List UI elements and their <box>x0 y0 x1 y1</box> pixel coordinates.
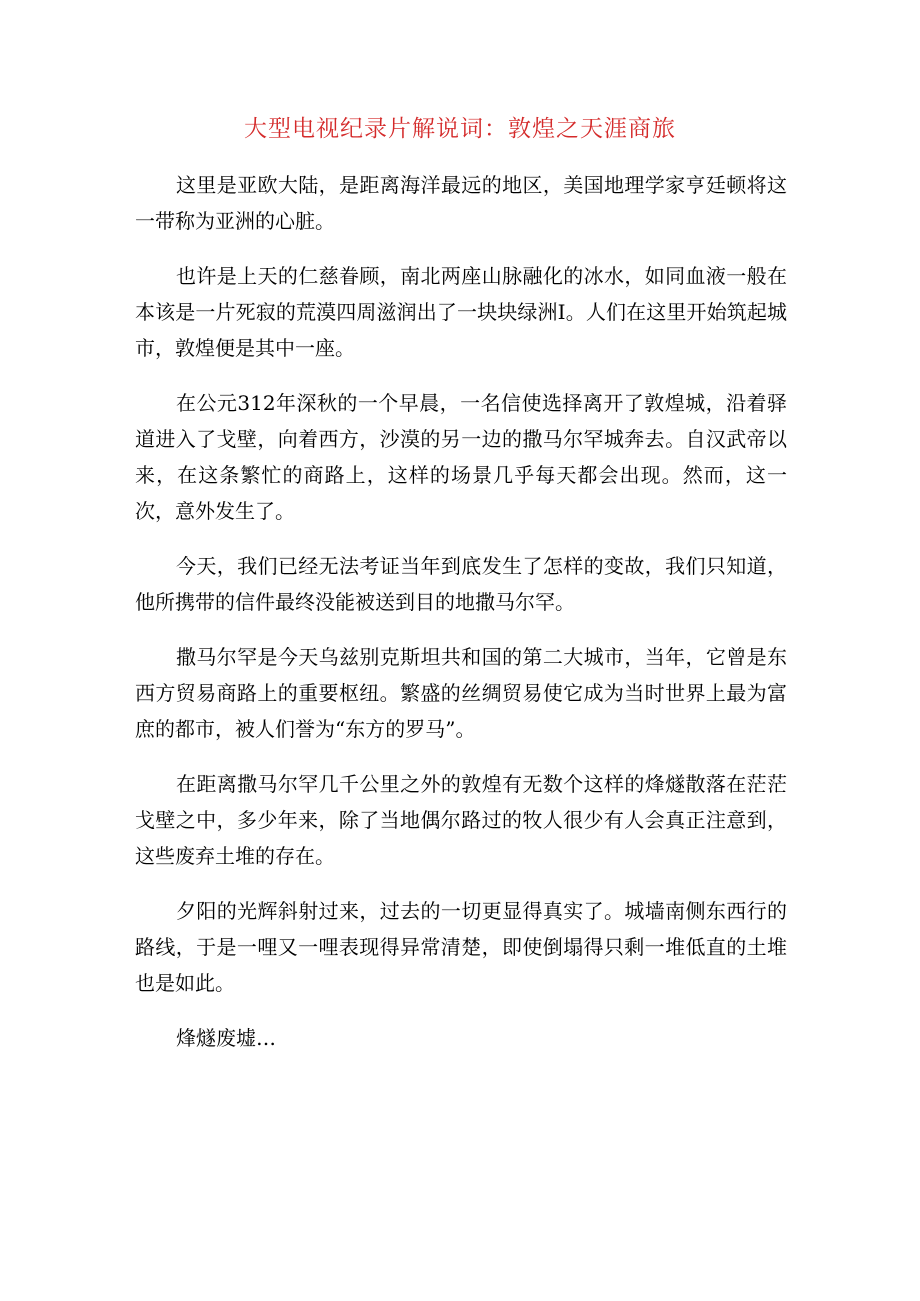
paragraph: 撒马尔罕是今天乌兹别克斯坦共和国的第二大城市，当年，它曾是东西方贸易商路上的重要枢纽。繁盛的丝绸贸易使它成为当时世界上最为富庶的都市，被人们誉为“东方的罗马”。 <box>135 645 787 741</box>
document-title: 大型电视纪录片解说词：敦煌之天涯商旅 <box>244 116 676 142</box>
paragraph: 烽燧废墟… <box>176 1026 276 1050</box>
document-body <box>135 167 787 1075</box>
paragraph: 也许是上天的仁慈眷顾，南北两座山脉融化的冰水，如同血液一般在本该是一片死寂的荒漠四周滋润出了一块块绿洲I。人们在这里开始筑起城市，敦煌便是其中一座。 <box>135 264 787 360</box>
paragraph: 这里是亚欧大陆，是距离海洋最远的地区，美国地理学家亨廷顿将这一带称为亚洲的心脏。 <box>135 173 787 233</box>
paragraph: 今天，我们已经无法考证当年到底发生了怎样的变故，我们只知道，他所携带的信件最终没能被送到目的地撒马尔罕。 <box>135 554 787 614</box>
paragraph: 夕阳的光辉斜射过来，过去的一切更显得真实了。城墙南侧东西行的路线，于是一哩又一哩表现得异常清楚，即使倒塌得只剩一堆低直的土堆也是如此。 <box>135 899 787 995</box>
paragraph: 在距离撒马尔罕几千公里之外的敦煌有无数个这样的烽燧散落在茫茫戈壁之中，多少年来，除了当地偶尔路过的牧人很少有人会真正注意到，这些废弃土堆的存在。 <box>135 772 787 868</box>
paragraph: 在公元312年深秋的一个早晨，一名信使选择离开了敦煌城，沿着驿道进入了戈壁，向着西方，沙漠的另一边的撒马尔罕城奔去。自汉武帝以来，在这条繁忙的商路上，这样的场景几乎每天都会出现。然而，这一次，意外发生了。 <box>135 391 787 523</box>
